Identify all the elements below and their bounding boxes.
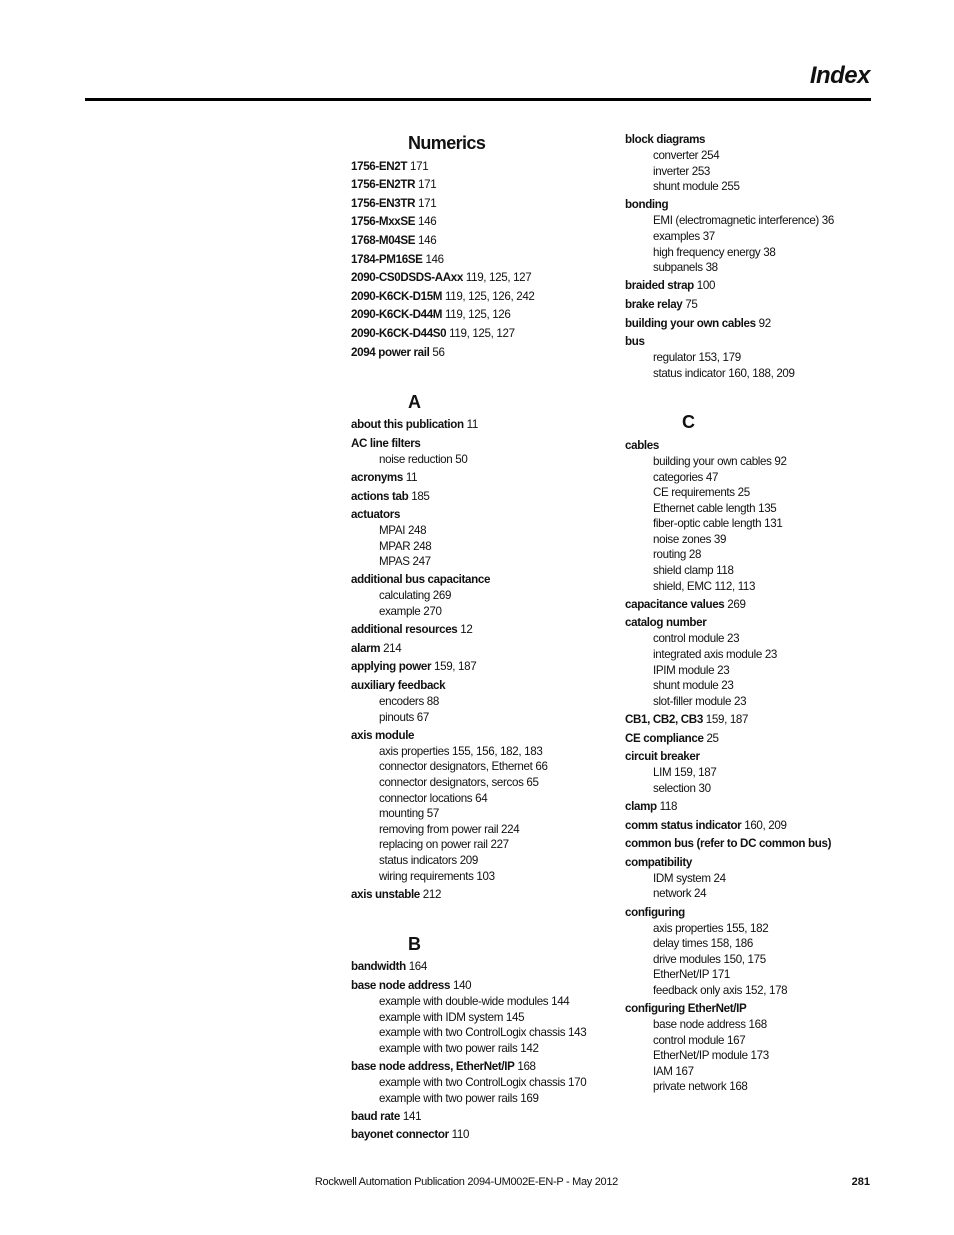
index-page-refs: 119, 125, 127 bbox=[465, 271, 532, 285]
index-subentry: regulator 153, 179 bbox=[653, 351, 741, 365]
index-subentry: example with two power rails 169 bbox=[379, 1091, 539, 1105]
index-term: 2090-K6CK-D44S0 bbox=[351, 326, 447, 340]
index-subentry: example with double-wide modules 144 bbox=[379, 994, 570, 1008]
index-subentry: fiber-optic cable length 131 bbox=[653, 517, 783, 531]
index-term: acronyms bbox=[351, 470, 403, 484]
index-subentry: CE requirements 25 bbox=[653, 486, 750, 500]
index-entry bbox=[625, 905, 860, 921]
index-page-refs: 11 bbox=[466, 418, 478, 432]
index-entry bbox=[625, 438, 860, 454]
index-subentry: EtherNet/IP 171 bbox=[653, 968, 731, 982]
index-subentry: example with two ControlLogix chassis 143 bbox=[379, 1026, 587, 1040]
index-page-refs: 92 bbox=[758, 316, 771, 330]
index-term: AC line filters bbox=[351, 436, 421, 450]
index-subentry: EMI (electromagnetic interference) 36 bbox=[653, 214, 835, 228]
page-number: 281 bbox=[851, 1176, 870, 1188]
index-page-refs: 11 bbox=[405, 470, 418, 484]
index-entry bbox=[351, 470, 611, 486]
index-term: compatibility bbox=[625, 855, 692, 869]
index-term: additional resources bbox=[351, 623, 458, 637]
index-entry bbox=[351, 1059, 611, 1075]
index-term: 2090-K6CK-D44M bbox=[351, 308, 443, 322]
index-term: bus bbox=[625, 335, 645, 349]
index-term: 2094 power rail bbox=[351, 345, 430, 359]
section-heading: Numerics bbox=[408, 133, 486, 153]
section-heading: B bbox=[408, 933, 421, 954]
index-page-refs: 119, 125, 126 bbox=[444, 308, 511, 322]
index-subentry: noise zones 39 bbox=[653, 532, 727, 546]
index-page-refs: 140 bbox=[452, 978, 472, 992]
index-subentry: control module 23 bbox=[653, 632, 740, 646]
index-term: bonding bbox=[625, 198, 669, 212]
index-term: 2090-CS0DSDS-AAxx bbox=[351, 271, 463, 285]
section-heading: A bbox=[408, 391, 421, 412]
index-term: base node address, EtherNet/IP bbox=[351, 1059, 515, 1073]
index-term: common bus (refer to DC common bus) bbox=[625, 837, 832, 851]
index-entry bbox=[351, 159, 611, 175]
index-subentry: pinouts 67 bbox=[379, 710, 430, 724]
index-subentry: IDM system 24 bbox=[653, 871, 726, 885]
index-entry bbox=[351, 978, 611, 994]
index-entry bbox=[351, 214, 611, 230]
index-entry bbox=[625, 334, 860, 350]
index-subentry: control module 167 bbox=[653, 1033, 746, 1047]
footer-publication: Rockwell Automation Publication 2094-UM002E-EN-P - May 2012 bbox=[314, 1176, 618, 1188]
index-term: braided strap bbox=[625, 279, 694, 293]
index-term: brake relay bbox=[625, 297, 683, 311]
index-term: 2090-K6CK-D15M bbox=[351, 289, 443, 303]
index-entry bbox=[351, 1127, 611, 1143]
index-entry bbox=[625, 799, 860, 815]
index-entry bbox=[351, 659, 611, 675]
index-subentry: inverter 253 bbox=[653, 164, 711, 178]
index-term: actions tab bbox=[351, 489, 409, 503]
index-subentry: LIM 159, 187 bbox=[653, 766, 717, 780]
index-page-refs: 118 bbox=[659, 799, 678, 813]
index-term: clamp bbox=[625, 799, 657, 813]
index-subentry: examples 37 bbox=[653, 229, 715, 243]
index-subentry: converter 254 bbox=[653, 149, 720, 162]
index-term: 1756-EN2TR bbox=[351, 178, 416, 192]
index-term: 1784-PM16SE bbox=[351, 252, 423, 266]
index-subentry: example with two power rails 142 bbox=[379, 1041, 539, 1055]
index-page-refs: 141 bbox=[402, 1109, 422, 1123]
index-subentry: MPAR 248 bbox=[379, 539, 432, 553]
index-subentry: status indicators 209 bbox=[379, 853, 478, 867]
index-term: applying power bbox=[351, 660, 432, 674]
index-entry bbox=[351, 270, 611, 286]
index-entry bbox=[351, 1109, 611, 1125]
index-entry bbox=[625, 818, 860, 834]
index-subentry: private network 168 bbox=[653, 1080, 748, 1094]
index-term: alarm bbox=[351, 641, 381, 655]
index-entry bbox=[351, 728, 611, 744]
index-subentry: high frequency energy 38 bbox=[653, 245, 776, 259]
index-term: 1756-MxxSE bbox=[351, 215, 416, 229]
index-subentry: selection 30 bbox=[653, 781, 711, 795]
index-term: 1756-EN2T bbox=[351, 159, 408, 173]
index-entry bbox=[625, 297, 860, 313]
index-page-refs: 171 bbox=[418, 196, 437, 210]
index-term: axis module bbox=[351, 728, 415, 742]
index-entry bbox=[625, 197, 860, 213]
index-entry bbox=[625, 731, 860, 747]
index-term: baud rate bbox=[351, 1109, 401, 1123]
index-term: actuators bbox=[351, 508, 401, 522]
index-term: circuit breaker bbox=[625, 750, 700, 764]
index-term: CB1, CB2, CB3 bbox=[625, 713, 703, 726]
index-entry bbox=[351, 345, 611, 361]
index-subentry: building your own cables 92 bbox=[653, 454, 787, 468]
index-term: block diagrams bbox=[625, 133, 706, 146]
index-entry bbox=[351, 289, 611, 305]
index-page-refs: 146 bbox=[418, 215, 437, 229]
index-subentry: mounting 57 bbox=[379, 807, 439, 821]
index-subentry: connector designators, Ethernet 66 bbox=[379, 760, 548, 774]
index-entry bbox=[625, 278, 860, 294]
index-subentry: MPAS 247 bbox=[379, 555, 431, 569]
index-subentry: connector locations 64 bbox=[379, 791, 488, 805]
index-subentry: Ethernet cable length 135 bbox=[653, 501, 777, 515]
index-term: base node address bbox=[351, 978, 451, 992]
header-rule bbox=[85, 98, 871, 101]
index-page-refs: 75 bbox=[685, 297, 698, 311]
section-heading: C bbox=[682, 412, 695, 433]
index-subentry: feedback only axis 152, 178 bbox=[653, 983, 788, 997]
index-subentry: axis properties 155, 156, 182, 183 bbox=[379, 744, 543, 758]
index-page-refs: 159, 187 bbox=[705, 713, 749, 726]
index-column-right bbox=[625, 130, 860, 1095]
index-entry bbox=[625, 749, 860, 765]
index-term: comm status indicator bbox=[625, 818, 742, 832]
index-term: building your own cables bbox=[625, 316, 756, 330]
index-term: additional bus capacitance bbox=[351, 573, 491, 587]
index-subentry: routing 28 bbox=[653, 548, 702, 562]
index-subentry: shunt module 255 bbox=[653, 180, 740, 194]
index-term: bandwidth bbox=[351, 960, 406, 974]
index-term: 1756-EN3TR bbox=[351, 196, 416, 210]
index-subentry: categories 47 bbox=[653, 470, 719, 484]
index-page-refs: 56 bbox=[432, 345, 445, 359]
index-entry bbox=[351, 641, 611, 657]
index-term: auxiliary feedback bbox=[351, 679, 446, 693]
index-entry bbox=[625, 855, 860, 871]
index-term: configuring bbox=[625, 905, 685, 919]
index-entry bbox=[625, 615, 860, 631]
index-page-refs: 110 bbox=[451, 1128, 470, 1142]
index-subentry: calculating 269 bbox=[379, 589, 452, 603]
index-entry bbox=[351, 436, 611, 452]
index-page-refs: 146 bbox=[418, 233, 437, 247]
index-subentry: connector designators, sercos 65 bbox=[379, 776, 539, 789]
index-subentry: MPAI 248 bbox=[379, 524, 427, 538]
index-entry bbox=[625, 712, 860, 728]
index-entry bbox=[351, 489, 611, 505]
index-page-refs: 171 bbox=[410, 159, 429, 173]
index-page-refs: 146 bbox=[425, 252, 444, 266]
index-subentry: status indicator 160, 188, 209 bbox=[653, 366, 795, 380]
index-entry bbox=[625, 316, 860, 332]
index-entry bbox=[351, 959, 611, 975]
index-subentry: shunt module 23 bbox=[653, 679, 734, 693]
index-term: CE compliance bbox=[625, 731, 704, 745]
index-entry bbox=[625, 132, 860, 148]
index-subentry: shield, EMC 112, 113 bbox=[653, 579, 756, 593]
index-entry bbox=[625, 1001, 860, 1017]
index-entry bbox=[351, 177, 611, 193]
index-subentry: removing from power rail 224 bbox=[379, 822, 520, 836]
index-page-refs: 171 bbox=[418, 178, 437, 192]
index-term: axis unstable bbox=[351, 887, 420, 901]
index-entry bbox=[351, 326, 611, 342]
index-subentry: slot-filler module 23 bbox=[653, 694, 747, 708]
index-entry bbox=[625, 597, 860, 613]
index-subentry: example with two ControlLogix chassis 170 bbox=[379, 1075, 587, 1089]
index-entry bbox=[351, 622, 611, 638]
index-term: catalog number bbox=[625, 616, 707, 630]
index-page-refs: 168 bbox=[517, 1059, 536, 1073]
index-entry bbox=[351, 572, 611, 588]
index-title: Index bbox=[809, 62, 870, 89]
index-entry bbox=[351, 887, 611, 903]
index-page-refs: 119, 125, 127 bbox=[449, 326, 515, 340]
index-subentry: delay times 158, 186 bbox=[653, 937, 753, 951]
index-subentry: wiring requirements 103 bbox=[379, 869, 495, 883]
index-page-refs: 159, 187 bbox=[434, 660, 477, 674]
index-subentry: IAM 167 bbox=[653, 1064, 694, 1078]
index-term: about this publication bbox=[351, 418, 464, 432]
index-entry bbox=[351, 252, 611, 268]
index-subentry: network 24 bbox=[653, 887, 707, 901]
index-entry bbox=[351, 307, 611, 323]
index-entry bbox=[351, 507, 611, 523]
index-page-refs: 212 bbox=[422, 887, 442, 901]
index-term: capacitance values bbox=[625, 597, 725, 611]
index-page-refs: 160, 209 bbox=[744, 818, 787, 832]
index-entry bbox=[351, 417, 611, 433]
index-term: cables bbox=[625, 438, 659, 452]
index-page-refs: 25 bbox=[706, 731, 719, 745]
index-column-left bbox=[351, 130, 611, 1143]
index-term: configuring EtherNet/IP bbox=[625, 1002, 747, 1016]
index-page-refs: 164 bbox=[408, 960, 427, 974]
index-subentry: encoders 88 bbox=[379, 695, 439, 709]
index-subentry: drive modules 150, 175 bbox=[653, 952, 766, 966]
index-page-refs: 100 bbox=[696, 279, 716, 293]
index-subentry: noise reduction 50 bbox=[379, 452, 468, 466]
index-page-refs: 185 bbox=[411, 489, 430, 503]
index-subentry: integrated axis module 23 bbox=[653, 648, 778, 662]
index-subentry: example 270 bbox=[379, 605, 442, 619]
index-term: bayonet connector bbox=[351, 1128, 449, 1142]
index-entry bbox=[351, 233, 611, 249]
index-page-refs: 12 bbox=[460, 623, 473, 637]
index-page-refs: 214 bbox=[383, 641, 402, 655]
index-subentry: base node address 168 bbox=[653, 1018, 767, 1032]
index-subentry: axis properties 155, 182 bbox=[653, 921, 769, 935]
index-subentry: replacing on power rail 227 bbox=[379, 838, 509, 852]
index-subentry: subpanels 38 bbox=[653, 261, 718, 275]
index-entry bbox=[351, 196, 611, 212]
index-subentry: shield clamp 118 bbox=[653, 564, 734, 578]
index-entry bbox=[351, 678, 611, 694]
index-subentry: IPIM module 23 bbox=[653, 663, 730, 677]
index-page-refs: 269 bbox=[727, 597, 746, 611]
index-page-refs: 119, 125, 126, 242 bbox=[444, 289, 535, 303]
index-term: 1768-M04SE bbox=[351, 233, 416, 247]
index-subentry: example with IDM system 145 bbox=[379, 1010, 525, 1024]
index-entry bbox=[625, 836, 860, 852]
index-subentry: EtherNet/IP module 173 bbox=[653, 1049, 769, 1063]
